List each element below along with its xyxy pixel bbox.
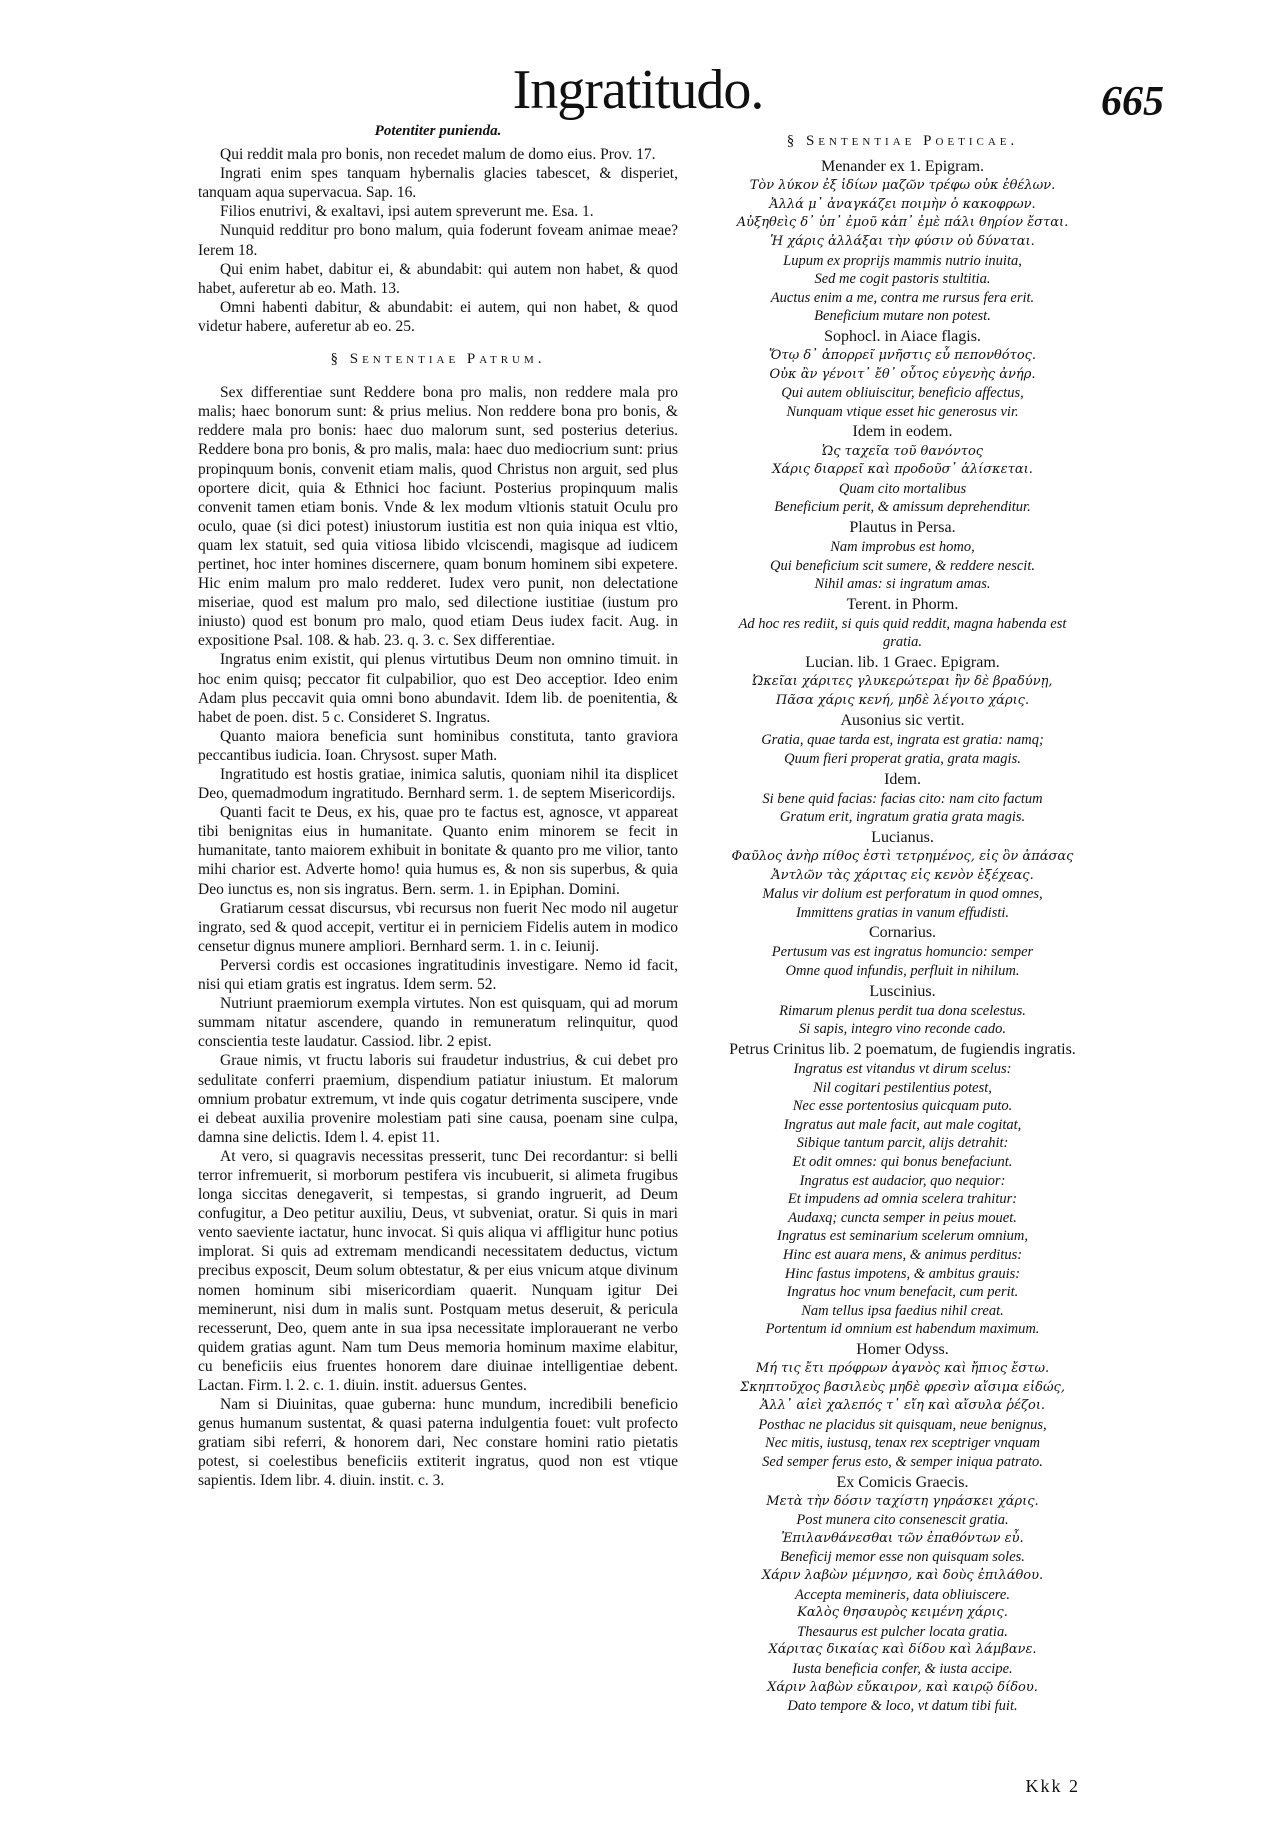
quote-author: Lucianus. bbox=[871, 828, 934, 846]
latin-verse-line: Nam improbus est homo, bbox=[830, 538, 975, 555]
latin-verse-line: Nam tellus ipsa faedius nihil creat. bbox=[801, 1302, 1004, 1319]
latin-verse-line: Sibique tantum parcit, alijs detrahit: bbox=[796, 1135, 1009, 1152]
latin-verse-line: Et odit omnes: qui bonus benefaciunt. bbox=[792, 1153, 1013, 1170]
latin-verse-line: Ingratus hoc vnum benefacit, cum perit. bbox=[786, 1284, 1019, 1301]
latin-verse-line: Gratia, quae tarda est, ingrata est gratia: namq; bbox=[761, 732, 1044, 749]
greek-verse-line: Τὸν λύκον ἐξ ἰδίων μαζῶν τρέφω οὐκ ἐθέλων. bbox=[749, 178, 1056, 194]
latin-verse-line: Pertusum vas est ingratus homuncio: semper bbox=[771, 944, 1034, 961]
latin-verse-line: Accepta memineris, data obliuiscere. bbox=[795, 1586, 1010, 1603]
page-title: Ingratitudo. bbox=[512, 59, 764, 121]
greek-verse-line: Ἐπιλανθάνεσθαι τῶν ἐπαθόντων εὖ. bbox=[781, 1530, 1024, 1546]
signature-mark: Kkk 2 bbox=[1025, 1776, 1080, 1796]
greek-verse-line: Πᾶσα χάρις κενή, μηδὲ λέγοιτο χάρις. bbox=[775, 692, 1030, 708]
latin-verse-line: Post munera cito consenescit gratia. bbox=[796, 1512, 1009, 1529]
latin-verse-line: Audaxq; cuncta semper in peius mouet. bbox=[788, 1209, 1017, 1226]
latin-verse-line: Ingratus est vitandus vt dirum scelus: bbox=[793, 1061, 1012, 1077]
latin-verse-line: Gratum erit, ingratum gratia grata magis. bbox=[779, 809, 1026, 826]
latin-verse-line: Nil cogitari pestilentius potest, bbox=[813, 1079, 992, 1096]
latin-verse-line: Quum fieri properat gratia, grata magis. bbox=[784, 751, 1021, 767]
greek-verse-line: Ἀλλ᾽ αἰεὶ χαλεπός τ᾽ εἴη καὶ αἴσυλα ῥέζοι. bbox=[759, 1398, 1046, 1414]
latin-verse-line: Thesaurus est pulcher locata gratia. bbox=[797, 1623, 1008, 1640]
latin-verse-line: Iusta beneficia confer, & iusta accipe. bbox=[792, 1661, 1013, 1677]
latin-verse-line: Beneficium perit, & amissum deprehenditur. bbox=[774, 499, 1031, 516]
latin-verse-line: Auctus enim a me, contra me rursus fera erit. bbox=[770, 289, 1035, 306]
greek-verse-line: Σκηπτοῦχος βασιλεὺς μηδὲ φρεσὶν αἴσιμα εἰδώς, bbox=[740, 1379, 1065, 1395]
paragraph: Ingratus enim existit, qui plenus virtutibus Deum non omnino timuit. in hoc enim quisq; peccator fit culpabilior, quo est Deo acceptior. Ideo enim Adam plus peccavit quia omni bono abundavit. Idem lib. de poenitentia, & habet de poen. dist. 5 c. Consideret S. Ingratus. bbox=[198, 651, 678, 726]
greek-verse-line: Αὐξηθεὶς δ᾽ ὑπ᾽ ἐμοῦ κἀπ᾽ ἐμὲ πάλι θηρίον ἔσται. bbox=[736, 215, 1069, 231]
paragraph: Sex differentiae sunt Reddere bona pro malis, non reddere mala pro malis; haec bonorum sunt: & prius melius. Non reddere bona pro bonis, & reddere mala pro bonis: haec duo malorum sunt, sed posterius deterius. Reddere bona pro bonis, & pro malis, mala: haec duo mediocrium sunt: prius propinquum bonis, convenit etiam malis, quod Christus non arguit, sed plus oportere dicit, quia & Ethnici hoc faciunt. Posterius propinquum malis convenit tamen etiam bonis. Vnde & lex modum vltionis statuit Oculu pro oculo, quae (si dici potest) iniustorum iustitia est non quia iniqua est vltio, quam lex statuit, sed quia vitiosa libido vlciscendi, magisque ad iudicem pertinet, hoc inter homines discernere, quam bonum hominem sibi expetere. Hic enim malum pro malo redderet. Iudex vero punit, non delectatione miseriae, quod est malum pro malo, sed dilectione iustitiae (iustum pro iniusto) quod est bonum pro malo, quod etiam Deus iudex facit. Aug. in expositione Psal. 108. & hab. 23. q. 3. c. Sex differentiae. bbox=[198, 384, 678, 650]
paragraph: Nam si Diuinitas, quae guberna: hunc mundum, incredibili beneficio genus humanum sustentat, & quasi paterna indulgentia fouet: vult profecto gratiam sibi referri, & honorem dari, Nec constare homini ratio pietatis potest, si coelestibus beneficiis extiterit ingratus, quod non est vtique sapientis. Idem libr. 4. diuin. instit. c. 3. bbox=[198, 1396, 678, 1490]
quote-author: Cornarius. bbox=[868, 924, 937, 942]
paragraph: Nutriunt praemiorum exempla virtutes. Non est quisquam, qui ad morum summam nitatur ascendere, quando in remuneratum relinquitur, quod conscientia teste laudatur. Cassiod. libr. 2 epist. bbox=[198, 995, 678, 1051]
latin-verse-line: Nec esse portentosius quicquam puto. bbox=[792, 1098, 1013, 1115]
latin-verse-line: Quam cito mortalibus bbox=[838, 480, 967, 497]
greek-verse-line: Φαῦλος ἀνὴρ πίθος ἐστὶ τετρημένος, εἰς ὃν ἁπάσας bbox=[731, 848, 1074, 864]
latin-verse-line: Rimarum plenus perdit tua dona scelestus. bbox=[779, 1002, 1026, 1019]
latin-verse-line: Hinc fastus impotens, & ambitus grauis: bbox=[784, 1265, 1021, 1282]
latin-verse-line: Dato tempore & loco, vt datum tibi fuit. bbox=[787, 1698, 1018, 1715]
page-number: 665 bbox=[1101, 79, 1164, 125]
latin-verse-line: Qui beneficium scit sumere, & reddere nescit. bbox=[770, 557, 1035, 574]
greek-verse-line: Ἡ χάρις ἀλλάξαι τὴν φύσιν οὐ δύναται. bbox=[770, 233, 1035, 249]
paragraph: Gratiarum cessat discursus, vbi recursus non fuerit Nec modo nil augetur ingrato, sed & quod accepit, vertitur ei in perniciem Fidelis autem in modico censetur dignus munere ampliori. Bernhard serm. 1. in c. Ieiunij. bbox=[198, 899, 678, 955]
latin-verse-line: Qui autem obliuiscitur, beneficio affectus, bbox=[781, 385, 1024, 402]
latin-verse-line: Si bene quid facias: facias cito: nam cito factum bbox=[762, 790, 1043, 807]
latin-verse-line: Beneficij memor esse non quisquam soles. bbox=[780, 1549, 1025, 1566]
section-heading: § Sententiae Poeticae. bbox=[786, 133, 1019, 149]
quote-author: Idem. bbox=[884, 770, 921, 788]
paragraph: Graue nimis, vt fructu laboris sui fraudetur industrius, & cui debet pro sedulitate conferri praemium, dispendium patiatur iniustum. Et malorum omnium probatur extremum, vt inde quis cogatur detrimenta suscipere, vnde ei debeat auxilia provenire molestiam pati sine causa, poenam sine culpa, damna sine delictis. Idem l. 4. epist 11. bbox=[198, 1052, 678, 1146]
paragraph: Quanti facit te Deus, ex his, quae pro te factus est, agnosce, vt appareat tibi benignitas eius in humanitate. Quanto enim minorem se fecit in humanitate, tanto maiorem exhibuit in bonitate & quanto pro me vilior, tanto mihi charior est. Adverte homo! quia humus es, & non sis superbus, & quia Deo iunctus es, non sis ingratus. Bern. serm. 1. in Epiphan. Domini. bbox=[198, 804, 678, 898]
greek-verse-line: Ἀντλῶν τὰς χάριτας εἰς κενὸν ἐξέχεας. bbox=[771, 867, 1034, 883]
paragraph: Perversi cordis est occasiones ingratitudinis investigare. Nemo id facit, nisi qui etiam gratis est ingratus. Idem serm. 52. bbox=[198, 956, 678, 994]
quote-author: Ex Comicis Graecis. bbox=[836, 1473, 969, 1491]
latin-verse-line: Nec mitis, iustusq, tenax rex sceptriger vnquam bbox=[765, 1435, 1040, 1452]
left-column bbox=[198, 122, 678, 1491]
latin-verse-line: Immittens gratias in vanum effudisti. bbox=[795, 904, 1010, 921]
latin-verse-line: Portentum id omnium est habendum maximum. bbox=[765, 1321, 1040, 1338]
quote-author: Homer Odyss. bbox=[856, 1340, 949, 1358]
quote-author: Terent. in Phorm. bbox=[846, 595, 959, 613]
latin-verse-line: Lupum ex proprijs mammis nutrio inuita, bbox=[783, 252, 1022, 269]
latin-verse-line: Sed me cogit pastoris stultitia. bbox=[814, 271, 991, 288]
quote-author: Idem in eodem. bbox=[852, 423, 953, 441]
greek-verse-line: Μετὰ τὴν δόσιν ταχίστη γηράσκει χάρις. bbox=[766, 1493, 1039, 1509]
greek-verse-line: Ἀλλά μ᾽ ἀναγκάζει ποιμὴν ὁ κακοφρων. bbox=[769, 196, 1036, 212]
greek-verse-line: Χάριν λαβὼν μέμνησο, καὶ δοὺς ἐπιλάθου. bbox=[761, 1568, 1044, 1584]
greek-verse-line: Μή τις ἔτι πρόφρων ἀγανὸς καὶ ἤπιος ἔστω. bbox=[755, 1361, 1050, 1376]
paragraph: Omni habenti dabitur, & abundabit: ei autem, qui non habet, & quod videtur habere, auferetur ab eo. 25. bbox=[198, 298, 678, 335]
greek-verse-line: Ὡς ταχεῖα τοῦ θανόντος bbox=[821, 443, 984, 459]
latin-verse-line: Malus vir dolium est perforatum in quod omnes, bbox=[762, 886, 1043, 903]
quote-author: Ausonius sic vertit. bbox=[840, 712, 965, 730]
latin-verse-line: Beneficium mutare non potest. bbox=[814, 308, 991, 325]
greek-verse-line: Χάριν λαβὼν εὔκαιρον, καὶ καιρῷ δίδου. bbox=[767, 1679, 1038, 1695]
latin-verse-line: Ad hoc res rediit, si quis quid reddit, magna habenda est gratia. bbox=[738, 615, 1067, 651]
latin-verse-line: Hinc est auara mens, & animus perditus: bbox=[782, 1246, 1023, 1263]
latin-verse-line: Ingratus aut male facit, aut male cogitat, bbox=[783, 1116, 1022, 1133]
quote-author: Petrus Crinitus lib. 2 poematum, de fugiendis ingratis. bbox=[729, 1040, 1076, 1058]
greek-verse-line: Καλὸς θησαυρὸς κειμένη χάρις. bbox=[797, 1605, 1008, 1621]
quote-author: Lucian. lib. 1 Graec. Epigram. bbox=[805, 654, 1000, 672]
paragraph: Qui reddit mala pro bonis, non recedet malum de domo eius. Prov. 17. bbox=[220, 146, 656, 164]
paragraph: Ingrati enim spes tanquam hybernalis glacies tabescet, & disperiet, tanquam aqua supervacua. Sap. 16. bbox=[198, 165, 678, 202]
paragraph: Filios enutrivi, & exaltavi, ipsi autem spreverunt me. Esa. 1. bbox=[220, 203, 594, 221]
right-column bbox=[725, 122, 1080, 1716]
greek-verse-line: Χάριτας δικαίας καὶ δίδου καὶ λάμβανε. bbox=[768, 1642, 1037, 1658]
latin-verse-line: Ingratus est audacior, quo nequior: bbox=[799, 1172, 1006, 1189]
section-heading: Potentiter punienda. bbox=[374, 123, 502, 139]
latin-verse-line: Si sapis, integro vino reconde cado. bbox=[798, 1021, 1007, 1038]
latin-verse-line: Sed semper ferus esto, & semper iniqua patrato. bbox=[762, 1453, 1043, 1470]
greek-verse-line: Οὐκ ἂν γένοιτ᾽ ἔθ᾽ οὗτος εὐγενὴς ἀνήρ. bbox=[769, 366, 1036, 382]
section-heading: § Sententiae Patrum. bbox=[330, 351, 546, 368]
latin-verse-line: Nihil amas: si ingratum amas. bbox=[814, 576, 991, 593]
quote-author: Plautus in Persa. bbox=[849, 518, 956, 536]
quote-author: Menander ex 1. Epigram. bbox=[820, 158, 985, 176]
paragraph: Nunquid redditur pro bono malum, quia foderunt foveam animae meae? Ierem 18. bbox=[198, 222, 678, 259]
paragraph: Qui enim habet, dabitur ei, & abundabit: qui autem non habet, & quod habet, auferetur ab eo. Math. 13. bbox=[198, 260, 678, 297]
latin-verse-line: Ingratus est seminarium scelerum omnium, bbox=[777, 1228, 1028, 1245]
quote-author: Luscinius. bbox=[869, 982, 936, 1000]
paragraph: Ingratitudo est hostis gratiae, inimica salutis, quoniam nihil ita displicet Deo, quemadmodum ingratitudo. Bernhard serm. 1. de septem Misericordijs. bbox=[198, 766, 678, 803]
greek-verse-line: Χάρις διαρρεῖ καὶ προδοῦσ᾽ ἁλίσκεται. bbox=[772, 462, 1033, 478]
latin-verse-line: Nunquam vtique esset hic generosus vir. bbox=[786, 403, 1019, 420]
greek-verse-line: Ὅτῳ δ᾽ ἀπορρεῖ μνῆστις εὖ πεπονθότος. bbox=[768, 348, 1037, 364]
paragraph: Quanto maiora beneficia sunt hominibus constituta, tanto graviora peccantibus iudicia. Ioan. Chrysost. super Math. bbox=[198, 727, 678, 764]
greek-verse-line: Ὠκεῖαι χάριτες γλυκερώτεραι ἢν δὲ βραδύνῃ, bbox=[752, 674, 1053, 690]
quote-author: Sophocl. in Aiace flagis. bbox=[824, 327, 981, 345]
latin-verse-line: Omne quod infundis, perfluit in nihilum. bbox=[785, 963, 1020, 980]
latin-verse-line: Et impudens ad omnia scelera trahitur: bbox=[787, 1191, 1018, 1208]
paragraph: At vero, si quagravis necessitas presserit, tunc Dei recordantur: si belli terror infremuerit, si morborum pestifera vis incubuerit, si alimeta frugibus longa siccitas denegaverit, si tempestas, si grando ingruerit, ad Deum confugitur, a Deo petitur auxiliu, Deus, vt subveniat, oratur. Si quis in mari vento saeviente iactatur, hunc invocat. Si quis aliqua vi affligitur hunc potius implorat. Si quis ad extremam mendicandi necessitatem deductus, victum precibus exposcit, Deum solum obtestatur, & per eius vnicum atque divinum nomen hominum sibi misericordiam quaerit. Nunquam igitur Dei meminerunt, nisi dum in malis sunt. Postquam metus deseruit, & pericula recesserunt, Deo, quem ante in sua ipsa necessitate implorauerant ne verbo quidem gratias agunt. Nam tum Deus memoria hominum maxime elabitur, cu beneficiis eius fruentes honorem dare diuinae intelligentiae debent. Lactan. Firm. l. 2. c. 1. diuin. instit. aduersus Gentes. bbox=[198, 1147, 678, 1394]
latin-verse-line: Posthac ne placidus sit quisquam, neue benignus, bbox=[758, 1416, 1047, 1433]
